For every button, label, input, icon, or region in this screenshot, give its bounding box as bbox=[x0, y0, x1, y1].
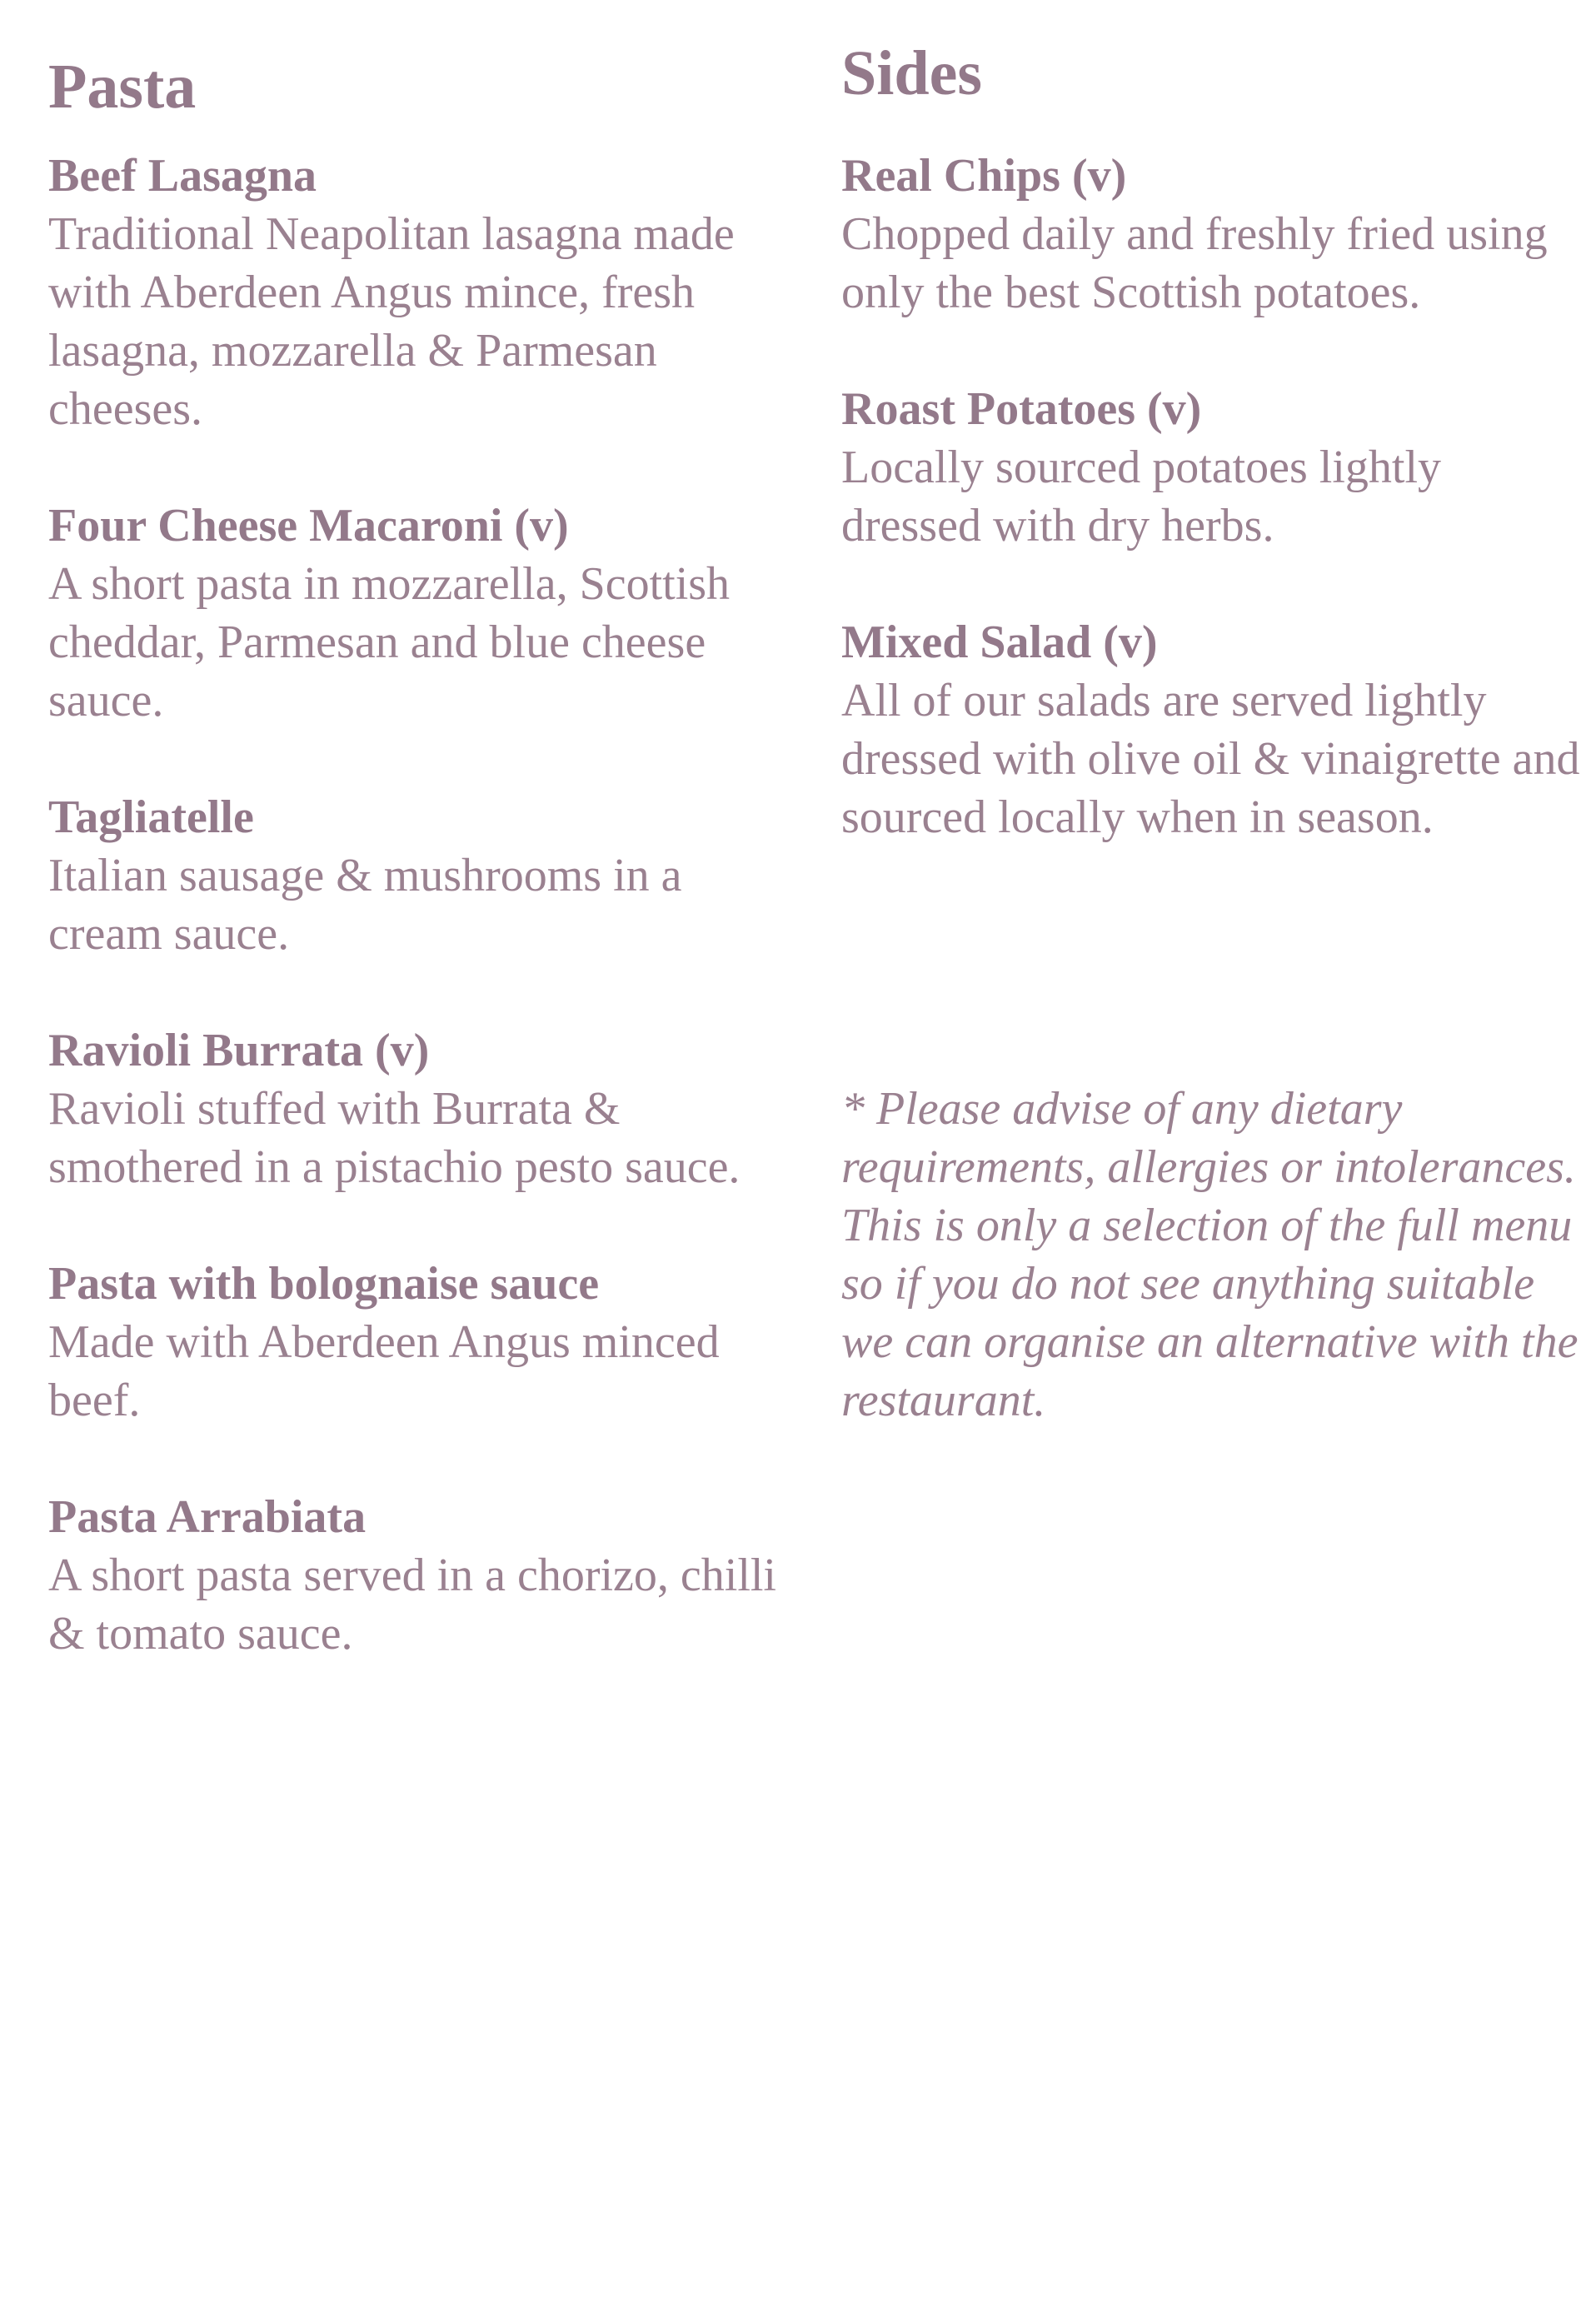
sides-section-title: Sides bbox=[841, 38, 982, 108]
menu-item bbox=[48, 147, 798, 438]
menu-item-description: All of our salads are served lightly dressed with olive oil & vinaigrette and sourced locally when in season. bbox=[841, 675, 1580, 843]
dietary-note: * Please advise of any dietary requirements, allergies or intolerances. This is only a selection of the full menu so if you do not see anything suitable we can organise an alternative with the restaurant. bbox=[841, 1083, 1579, 1426]
menu-item bbox=[48, 497, 798, 730]
menu-item-name: Roast Potatoes (v) bbox=[841, 383, 1202, 435]
menu-item-description: Italian sausage & mushrooms in a cream sauce. bbox=[48, 850, 682, 960]
menu-item-description: Locally sourced potatoes lightly dressed with dry herbs. bbox=[841, 442, 1442, 552]
menu-item-name: Four Cheese Macaroni (v) bbox=[48, 500, 569, 552]
menu-item-description: Chopped daily and freshly fried using only the best Scottish potatoes. bbox=[841, 208, 1548, 318]
menu-item bbox=[48, 1488, 798, 1663]
menu-item-name: Ravioli Burrata (v) bbox=[48, 1025, 430, 1076]
menu-item-name: Pasta Arrabiata bbox=[48, 1491, 367, 1543]
menu-item-description: Made with Aberdeen Angus minced beef. bbox=[48, 1316, 720, 1426]
sides-items-list bbox=[841, 147, 1591, 905]
menu-item-name: Real Chips (v) bbox=[841, 150, 1127, 202]
menu-item bbox=[48, 1021, 798, 1196]
menu-item bbox=[841, 613, 1591, 846]
menu-item bbox=[48, 1255, 798, 1430]
menu-item bbox=[841, 380, 1591, 555]
menu-item-description: Ravioli stuffed with Burrata & smothered in a pistachio pesto sauce. bbox=[48, 1083, 741, 1193]
menu-item-description: A short pasta served in a chorizo, chilli & tomato sauce. bbox=[48, 1550, 776, 1660]
menu-item bbox=[48, 788, 798, 963]
menu-item-name: Tagliatelle bbox=[48, 791, 254, 843]
menu-item-name: Beef Lasagna bbox=[48, 150, 317, 202]
menu-item bbox=[841, 147, 1591, 322]
menu-item-name: Mixed Salad (v) bbox=[841, 616, 1158, 668]
menu-item-description: Traditional Neapolitan lasagna made with Aberdeen Angus mince, fresh lasagna, mozzarella & Parmesan cheeses. bbox=[48, 208, 735, 435]
pasta-section-title: Pasta bbox=[48, 52, 197, 122]
menu-item-description: A short pasta in mozzarella, Scottish cheddar, Parmesan and blue cheese sauce. bbox=[48, 558, 731, 726]
menu-item-name: Pasta with bolognaise sauce bbox=[48, 1258, 600, 1310]
pasta-items-list bbox=[48, 147, 798, 1721]
